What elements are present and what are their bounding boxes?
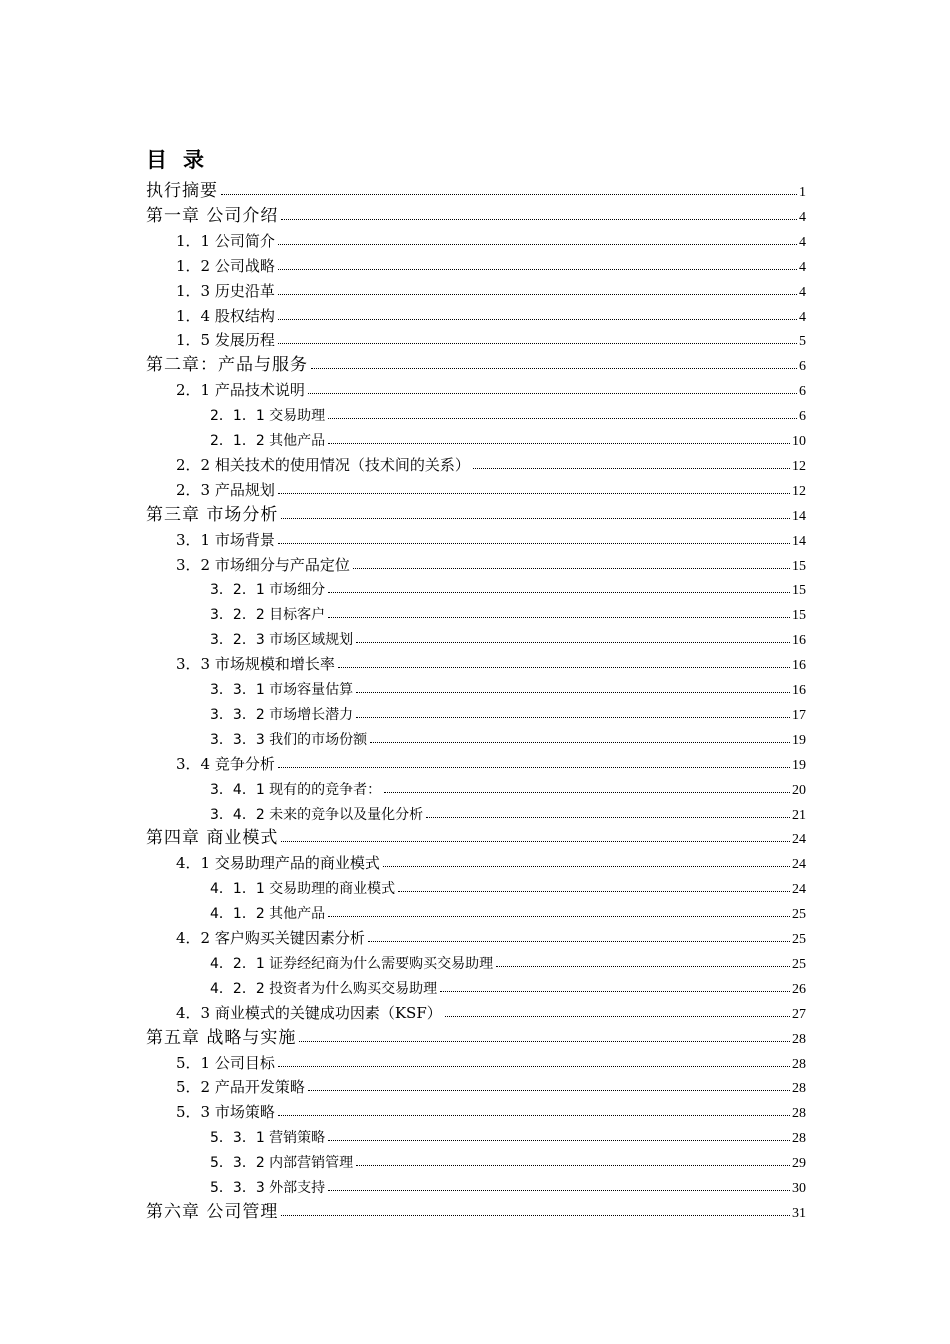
toc-entry-label: 3．4．1 现有的的竞争者： bbox=[210, 781, 382, 798]
dot-leader bbox=[426, 816, 790, 818]
dot-leader bbox=[353, 567, 790, 569]
toc-entry[interactable] bbox=[146, 350, 806, 375]
toc-entry-label: 1．1 公司简介 bbox=[176, 231, 275, 250]
dot-leader bbox=[278, 492, 790, 494]
dot-leader bbox=[278, 1065, 790, 1067]
toc-entry-label: 5．3．2 内部营销管理 bbox=[210, 1155, 354, 1172]
toc-entry[interactable] bbox=[210, 724, 806, 749]
toc-entry[interactable] bbox=[210, 1147, 806, 1172]
toc-entry-label: 1．5 发展历程 bbox=[176, 331, 275, 350]
dot-leader bbox=[308, 392, 797, 394]
toc-entry-page-number: 12 bbox=[792, 483, 806, 499]
toc-entry[interactable] bbox=[210, 973, 806, 998]
toc-entry[interactable] bbox=[210, 699, 806, 724]
dot-leader bbox=[278, 342, 797, 344]
toc-entry-page-number: 15 bbox=[792, 558, 806, 574]
toc-entry-label: 3．2．3 市场区域规划 bbox=[210, 632, 354, 649]
dot-leader bbox=[328, 417, 797, 419]
toc-entry-label: 1．2 公司战略 bbox=[176, 256, 275, 275]
dot-leader bbox=[281, 1214, 790, 1216]
dot-leader bbox=[278, 293, 797, 295]
toc-entry-page-number: 15 bbox=[792, 583, 806, 599]
toc-entry[interactable] bbox=[210, 425, 806, 450]
toc-entry[interactable] bbox=[210, 624, 806, 649]
dot-leader bbox=[356, 691, 790, 693]
toc-entry-label: 4．1．1 交易助理的商业模式 bbox=[210, 881, 396, 898]
toc-entry-page-number: 20 bbox=[792, 782, 806, 798]
toc-entry[interactable] bbox=[176, 1072, 806, 1097]
toc-entry-page-number: 28 bbox=[792, 1056, 806, 1072]
toc-entry-label: 5．3．1 营销策略 bbox=[210, 1130, 326, 1147]
toc-entry-label: 第二章：产品与服务 bbox=[146, 355, 308, 376]
dot-leader bbox=[356, 716, 790, 718]
toc-entry-page-number: 4 bbox=[799, 259, 806, 275]
toc-entry-page-number: 4 bbox=[799, 234, 806, 250]
toc-entry-page-number: 25 bbox=[792, 956, 806, 972]
toc-entry[interactable] bbox=[176, 375, 806, 400]
dot-leader bbox=[368, 940, 790, 942]
toc-entry[interactable] bbox=[176, 450, 806, 475]
toc-entry-page-number: 27 bbox=[792, 1006, 806, 1022]
toc-entry-page-number: 10 bbox=[792, 434, 806, 449]
dot-leader bbox=[299, 1040, 790, 1042]
toc-entry[interactable] bbox=[176, 475, 806, 500]
toc-entry-page-number: 14 bbox=[792, 533, 806, 549]
toc-entry[interactable] bbox=[176, 276, 806, 301]
toc-entry-page-number: 15 bbox=[792, 608, 806, 624]
toc-entry-page-number: 30 bbox=[792, 1181, 806, 1196]
dot-leader bbox=[328, 1189, 790, 1191]
toc-entry[interactable] bbox=[176, 301, 806, 326]
toc-entry-page-number: 17 bbox=[792, 707, 806, 723]
toc-entry[interactable] bbox=[210, 674, 806, 699]
toc-entry[interactable] bbox=[176, 525, 806, 550]
toc-entry-label: 4．2．2 投资者为什么购买交易助理 bbox=[210, 980, 438, 997]
toc-entry-label: 1．3 历史沿革 bbox=[176, 281, 275, 300]
toc-entry-label: 2．3 产品规划 bbox=[176, 480, 275, 499]
toc-entry-label: 1．4 股权结构 bbox=[176, 306, 275, 325]
toc-entry-page-number: 4 bbox=[799, 209, 806, 225]
toc-entry-page-number: 28 bbox=[792, 1131, 806, 1147]
toc-entry-label: 4．1．2 其他产品 bbox=[210, 906, 326, 923]
toc-entry[interactable] bbox=[146, 176, 806, 201]
toc-entry-page-number: 25 bbox=[792, 907, 806, 923]
dot-leader bbox=[281, 840, 790, 842]
dot-leader bbox=[384, 791, 790, 793]
toc-entry-page-number: 24 bbox=[792, 832, 806, 848]
toc-entry-label: 3．3．3 我们的市场份额 bbox=[210, 731, 368, 748]
dot-leader bbox=[278, 542, 790, 544]
toc-entry-page-number: 31 bbox=[792, 1205, 806, 1221]
toc-title: 目录 bbox=[146, 147, 220, 172]
toc-entry-label: 2．1．1 交易助理 bbox=[210, 408, 326, 425]
dot-leader bbox=[445, 1015, 790, 1017]
dot-leader bbox=[328, 1139, 790, 1141]
toc-entry-page-number: 16 bbox=[792, 658, 806, 674]
toc-entry-label: 2．2 相关技术的使用情况（技术间的关系） bbox=[176, 455, 470, 474]
toc-entry-label: 3．2 市场细分与产品定位 bbox=[176, 555, 350, 574]
toc-entry-label: 3．3．2 市场增长潜力 bbox=[210, 706, 354, 723]
dot-leader bbox=[328, 915, 790, 917]
toc-entry-label: 3．2．1 市场细分 bbox=[210, 582, 326, 599]
toc-entry[interactable] bbox=[176, 251, 806, 276]
toc-entry-label: 4．1 交易助理产品的商业模式 bbox=[176, 854, 380, 873]
toc-entry-page-number: 6 bbox=[799, 409, 806, 425]
toc-entry-page-number: 14 bbox=[792, 508, 806, 524]
toc-entry[interactable] bbox=[176, 749, 806, 774]
toc-entry-label: 第四章 商业模式 bbox=[146, 828, 279, 849]
toc-entry-page-number: 5 bbox=[799, 334, 806, 350]
toc-entry-page-number: 29 bbox=[792, 1156, 806, 1172]
toc-entry-label: 第五章 战略与实施 bbox=[146, 1027, 297, 1048]
dot-leader bbox=[221, 193, 797, 195]
toc-entry[interactable] bbox=[210, 774, 806, 799]
toc-entry-page-number: 25 bbox=[792, 932, 806, 947]
toc-entry-page-number: 6 bbox=[799, 359, 806, 375]
toc-entry-page-number: 21 bbox=[792, 807, 806, 823]
toc-entry-label: 5．3．3 外部支持 bbox=[210, 1180, 326, 1196]
dot-leader bbox=[278, 1114, 790, 1116]
toc-entry-label: 3．4 竞争分析 bbox=[176, 754, 275, 773]
dot-leader bbox=[328, 616, 790, 618]
toc-entry[interactable] bbox=[210, 948, 806, 973]
dot-leader bbox=[308, 1089, 790, 1091]
toc-entry-label: 3．1 市场背景 bbox=[176, 530, 275, 549]
toc-entry-label: 5．1 公司目标 bbox=[176, 1053, 275, 1072]
dot-leader bbox=[278, 268, 797, 270]
toc-entry[interactable] bbox=[176, 998, 806, 1023]
toc-entry-page-number: 24 bbox=[792, 882, 806, 898]
dot-leader bbox=[328, 591, 790, 593]
dot-leader bbox=[338, 666, 790, 668]
dot-leader bbox=[278, 766, 790, 768]
toc-entry-label: 第六章 公司管理 bbox=[146, 1201, 279, 1222]
toc-entry-page-number: 28 bbox=[792, 1031, 806, 1047]
dot-leader bbox=[356, 641, 790, 643]
toc-entry-page-number: 12 bbox=[792, 458, 806, 474]
toc-entry[interactable] bbox=[146, 500, 806, 525]
toc-entry[interactable] bbox=[210, 1172, 806, 1197]
toc-entry-label: 3．3 市场规模和增长率 bbox=[176, 655, 335, 674]
toc-entry[interactable] bbox=[146, 1197, 806, 1222]
toc-entry-page-number: 4 bbox=[799, 284, 806, 300]
toc-entry-label: 执行摘要 bbox=[146, 181, 218, 201]
toc-entry-page-number: 28 bbox=[792, 1081, 806, 1097]
toc-entry-label: 2．1．2 其他产品 bbox=[210, 433, 326, 449]
toc-entry[interactable] bbox=[176, 1048, 806, 1073]
dot-leader bbox=[281, 517, 790, 519]
toc-entry-label: 2．1 产品技术说明 bbox=[176, 381, 305, 400]
toc-entry-page-number: 16 bbox=[792, 683, 806, 698]
toc-entry-page-number: 19 bbox=[792, 732, 806, 748]
toc-entry[interactable] bbox=[146, 823, 806, 848]
toc-entry-label: 第三章 市场分析 bbox=[146, 504, 279, 525]
toc-entry-label: 5．3 市场策略 bbox=[176, 1103, 275, 1122]
toc-entry-page-number: 6 bbox=[799, 384, 806, 400]
dot-leader bbox=[328, 442, 790, 444]
toc-entry[interactable] bbox=[176, 923, 806, 948]
toc-entry[interactable] bbox=[210, 799, 806, 824]
toc-entry-label: 4．2 客户购买关键因素分析 bbox=[176, 929, 365, 947]
toc-entry[interactable] bbox=[176, 848, 806, 873]
toc-entry-page-number: 1 bbox=[799, 185, 806, 200]
toc-entry[interactable] bbox=[210, 400, 806, 425]
toc-entry-page-number: 16 bbox=[792, 633, 806, 649]
toc-entry-page-number: 26 bbox=[792, 981, 806, 997]
dot-leader bbox=[311, 367, 797, 369]
toc-entry-label: 3．3．1 市场容量估算 bbox=[210, 682, 354, 698]
dot-leader bbox=[356, 1164, 790, 1166]
toc-entry-label: 5．2 产品开发策略 bbox=[176, 1078, 305, 1097]
toc-entry[interactable] bbox=[176, 649, 806, 674]
toc-entry-label: 3．2．2 目标客户 bbox=[210, 607, 326, 624]
toc-entry-page-number: 19 bbox=[792, 757, 806, 773]
toc-entry-page-number: 4 bbox=[799, 309, 806, 325]
dot-leader bbox=[370, 741, 790, 743]
toc-entry-page-number: 28 bbox=[792, 1106, 806, 1122]
dot-leader bbox=[496, 965, 790, 967]
toc-entry[interactable] bbox=[176, 226, 806, 251]
toc-entry[interactable] bbox=[176, 1097, 806, 1122]
toc-entry-label: 第一章 公司介绍 bbox=[146, 205, 279, 226]
toc-entry[interactable] bbox=[176, 325, 806, 350]
toc-entry[interactable] bbox=[146, 201, 806, 226]
dot-leader bbox=[278, 243, 797, 245]
toc-entry[interactable] bbox=[146, 1023, 806, 1048]
toc-entry[interactable] bbox=[210, 599, 806, 624]
toc-entry-label: 3．4．2 未来的竞争以及量化分析 bbox=[210, 806, 424, 823]
dot-leader bbox=[398, 890, 790, 892]
dot-leader bbox=[281, 218, 797, 220]
toc-entry-page-number: 24 bbox=[792, 857, 806, 873]
toc-entry[interactable] bbox=[210, 574, 806, 599]
dot-leader bbox=[440, 990, 790, 992]
toc-entry-label: 4．2．1 证券经纪商为什么需要购买交易助理 bbox=[210, 955, 494, 972]
dot-leader bbox=[278, 318, 797, 320]
toc-entry[interactable] bbox=[210, 1122, 806, 1147]
toc-entry-label: 4．3 商业模式的关键成功因素（KSF） bbox=[176, 1003, 442, 1022]
dot-leader bbox=[473, 467, 790, 469]
toc-entry[interactable] bbox=[210, 898, 806, 923]
toc-entry[interactable] bbox=[210, 873, 806, 898]
toc-entry[interactable] bbox=[176, 550, 806, 575]
dot-leader bbox=[383, 865, 790, 867]
